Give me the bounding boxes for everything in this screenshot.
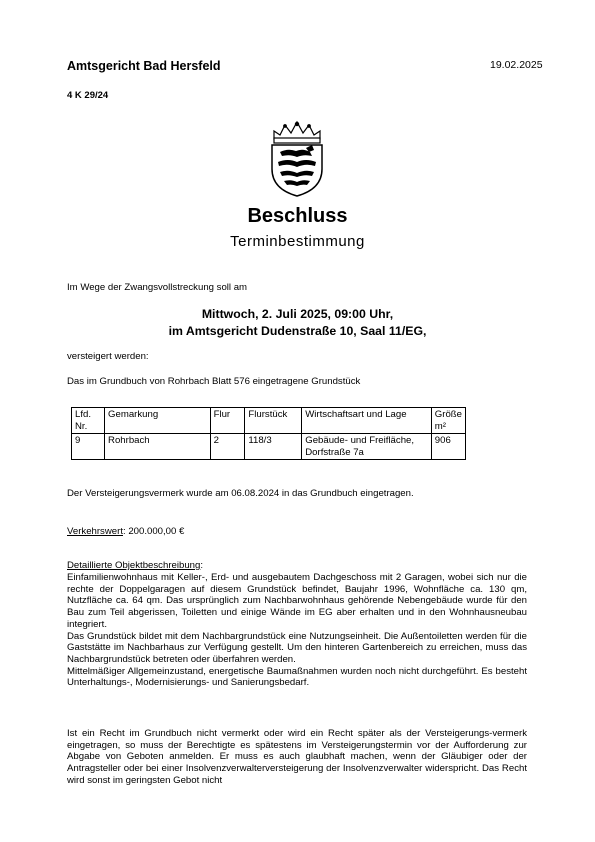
column-header: Flur — [210, 408, 245, 434]
verkehrswert-line — [67, 526, 184, 538]
case-number: 4 K 29/24 — [67, 90, 109, 101]
table-cell: 118/3 — [245, 434, 302, 460]
table-cell: 9 — [72, 434, 105, 460]
table-header-row — [72, 408, 466, 434]
verkehrswert-value: : 200.000,00 € — [122, 526, 185, 537]
grundbuch-text: Das im Grundbuch von Rohrbach Blatt 576 eingetragene Grundstück — [67, 376, 361, 387]
objekt-heading-colon: : — [200, 560, 203, 571]
versteigert-text: versteigert werden: — [67, 351, 149, 362]
table-cell: Rohrbach — [105, 434, 211, 460]
column-header: Lfd. Nr. — [72, 408, 105, 434]
document-date: 19.02.2025 — [490, 59, 543, 71]
hesse-coat-of-arms-icon — [266, 119, 328, 197]
column-header: Größe m² — [431, 408, 465, 434]
appointment-block — [0, 306, 595, 340]
table-cell: 906 — [431, 434, 465, 460]
column-header: Flurstück — [245, 408, 302, 434]
document-title: Beschluss — [247, 205, 348, 227]
verkehrswert-label: Verkehrswert — [67, 526, 123, 537]
table-cell: Gebäude- und Freifläche, Dorfstraße 7a — [302, 434, 432, 460]
objekt-description: Einfamilienwohnhaus mit Keller-, Erd- und ausgebautem Dachgeschoss mit 2 Garagen, wobei sich nur die rechte der Doppelgaragen auf diesem Grundstück befindet, Baujahr 1996, Wohnfläche ca. 130 qm, Nutzfläche ca. 64 qm. Das ursprünglich zum Nachbarwohnhaus gehörende Nebengebäude wurde für den Bau zum Teil abgerissen, Toiletten und einige Wände im EG aber erhalten und in den Wohnhausneubau integriert. Das Grundstück bildet mit dem Nachbargrundstück eine Nutzungseinheit. Die Außentoiletten werden für die Gaststätte im Nachbarhaus zur Verfügung gestellt. Um den hinteren Gartenbereich zu erreichen, muss das Nachbargrundstück betreten oder überfahren werden. Mittelmäßiger Allgemeinzustand, energetische Baumaßnahmen wurden noch nicht durchgeführt. Es besteht Unterhaltungs-, Modernisierungs- und Sanierungsbedarf. — [67, 572, 527, 689]
appointment-date: Mittwoch, 2. Juli 2025, 09:00 Uhr, — [201, 307, 394, 321]
intro-text: Im Wege der Zwangsvollstreckung soll am — [67, 282, 248, 293]
table-row — [72, 434, 466, 460]
table-cell: 2 — [210, 434, 245, 460]
vermerk-text: Der Versteigerungsvermerk wurde am 06.08.2024 in das Grundbuch eingetragen. — [67, 488, 414, 499]
column-header: Wirtschaftsart und Lage — [302, 408, 432, 434]
appointment-location: im Amtsgericht Dudenstraße 10, Saal 11/EG, — [168, 324, 427, 338]
court-name: Amtsgericht Bad Hersfeld — [67, 59, 221, 73]
document-subtitle: Terminbestimmung — [230, 233, 365, 250]
objekt-heading: Detaillierte Objektbeschreibung — [67, 560, 201, 571]
objekt-heading-line — [67, 560, 203, 572]
recht-paragraph: Ist ein Recht im Grundbuch nicht vermerkt oder wird ein Recht später als der Versteigerungs-vermerk eingetragen, so muss der Berechtigte es spätestens im Versteigerungstermin vor der Aufforderung zur Abgabe von Geboten anmelden. Er muss es auch glaubhaft machen, wenn der Gläubiger oder der Antragsteller oder bei einer Insolvenzverwalterversteigerung der Insolvenzverwalter widerspricht. Das Recht wird sonst im geringsten Gebot nicht — [67, 728, 527, 786]
column-header: Gemarkung — [105, 408, 211, 434]
property-table — [71, 407, 466, 460]
